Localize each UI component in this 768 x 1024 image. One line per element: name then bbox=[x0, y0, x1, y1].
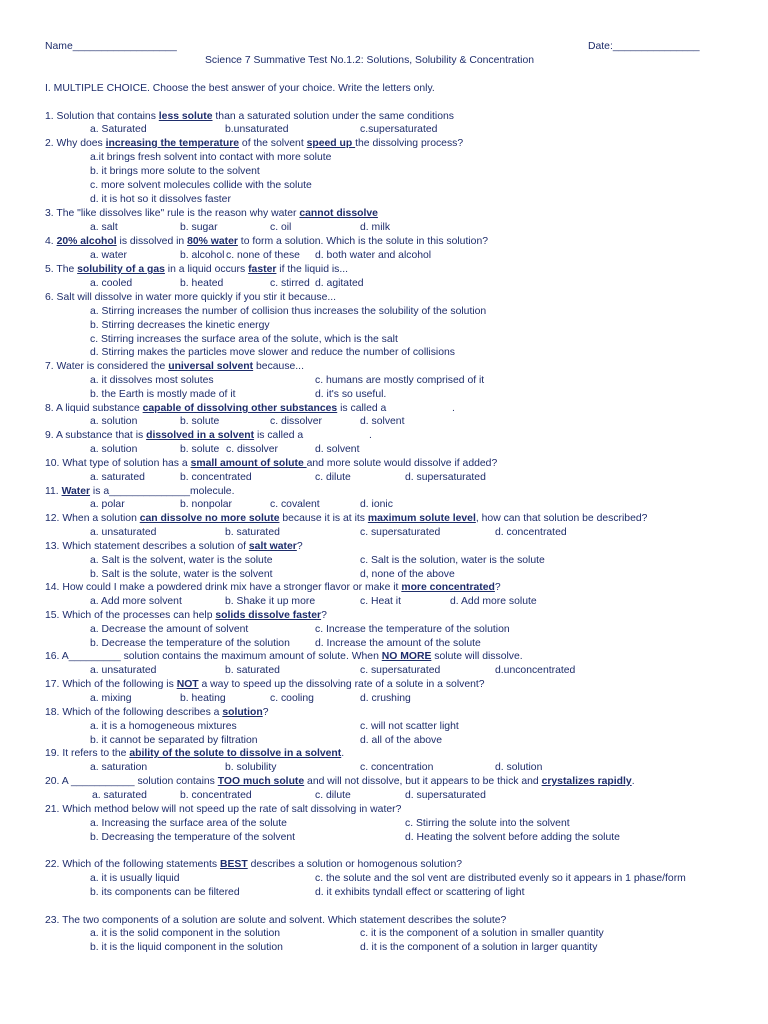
q5-emphasis-2: faster bbox=[248, 264, 277, 275]
q5-stem-b: in a liquid occurs bbox=[164, 264, 249, 275]
question-6: 6. Salt will dissolve in water more quickly if you stir it because... bbox=[45, 292, 337, 303]
q19-choice-b: b. solubility bbox=[225, 762, 277, 773]
q9-period: . bbox=[369, 430, 372, 441]
q17-stem-a: 17. Which of the following is bbox=[45, 679, 177, 690]
q3-choice-b: b. sugar bbox=[180, 222, 218, 233]
q15-choice-c: c. Increase the temperature of the solution bbox=[315, 624, 510, 635]
q23-choice-c: c. it is the component of a solution in smaller quantity bbox=[360, 928, 604, 939]
q4-choice-c: c. none of these bbox=[226, 250, 300, 261]
q5-emphasis-1: solubility of a gas bbox=[77, 264, 165, 275]
q18-choice-c: c. will not scatter light bbox=[360, 721, 459, 732]
q18-choice-b: b. it cannot be separated by filtration bbox=[90, 735, 258, 746]
q3-stem-a: 3. The "like dissolves like" rule is the reason why water bbox=[45, 208, 300, 219]
q14-choice-b: b. Shake it up more bbox=[225, 596, 316, 607]
q10-stem-b: and more solute would dissolve if added? bbox=[306, 458, 498, 469]
q6-choice-b: b. Stirring decreases the kinetic energy bbox=[90, 320, 270, 331]
q2-choice-b: b. it brings more solute to the solvent bbox=[90, 166, 260, 177]
q15-choice-d: d. Increase the amount of the solute bbox=[315, 638, 481, 649]
q11-emphasis: Water bbox=[61, 486, 91, 497]
q5-choice-d: d. agitated bbox=[315, 278, 364, 289]
q19-choice-a: a. saturation bbox=[90, 762, 148, 773]
q4-choice-b: b. alcohol bbox=[180, 250, 225, 261]
q14-stem-b: ? bbox=[494, 582, 501, 593]
q15-choice-a: a. Decrease the amount of solvent bbox=[90, 624, 249, 635]
q4-choice-a: a. water bbox=[90, 250, 127, 261]
q9-stem-b: is called a bbox=[254, 430, 304, 441]
q2-stem-a: 2. Why does bbox=[45, 138, 106, 149]
q17-choice-d: d. crushing bbox=[360, 693, 411, 704]
q13-choice-d: d, none of the above bbox=[360, 569, 455, 580]
q8-emphasis: capable of dissolving other substances bbox=[142, 403, 338, 414]
question-2 bbox=[45, 137, 463, 150]
q4-choice-d: d. both water and alcohol bbox=[315, 250, 432, 261]
q20-emphasis-2: crystalizes rapidly bbox=[541, 776, 632, 787]
q23-choice-b: b. it is the liquid component in the solution bbox=[90, 942, 283, 953]
q4-stem-a: 4. bbox=[45, 236, 57, 247]
q21-choice-c: c. Stirring the solute into the solvent bbox=[405, 818, 570, 829]
question-20 bbox=[45, 775, 635, 788]
question-15 bbox=[45, 609, 327, 622]
q11-stem-b: is a______________molecule. bbox=[90, 486, 235, 497]
q1-choice-b: b.unsaturated bbox=[225, 124, 289, 135]
q6-choice-d: d. Stirring makes the particles move slower and reduce the number of collisions bbox=[90, 347, 455, 358]
q9-choice-d: d. solvent bbox=[315, 444, 360, 455]
q15-stem-a: 15. Which of the processes can help bbox=[45, 610, 216, 621]
q21-choice-a: a. Increasing the surface area of the solute bbox=[90, 818, 287, 829]
q13-stem-a: 13. Which statement describes a solution of bbox=[45, 541, 249, 552]
q8-choice-b: b. solute bbox=[180, 416, 220, 427]
q12-stem-a: 12. When a solution bbox=[45, 513, 140, 524]
q8-choice-c: c. dissolver bbox=[270, 416, 322, 427]
q3-choice-c: c. oil bbox=[270, 222, 292, 233]
question-13 bbox=[45, 540, 303, 553]
q13-stem-b: ? bbox=[296, 541, 303, 552]
q11-choice-c: c. covalent bbox=[270, 499, 320, 510]
q18-stem-b: ? bbox=[262, 707, 269, 718]
q20-stem-b: and will not dissolve, but it appears to be thick and bbox=[304, 776, 542, 787]
q12-stem-c: , how can that solution be described? bbox=[475, 513, 648, 524]
q1-stem-b: than a saturated solution under the same conditions bbox=[212, 111, 454, 122]
q2-choice-a: a.it brings fresh solvent into contact with more solute bbox=[90, 152, 332, 163]
q11-choice-a: a. polar bbox=[90, 499, 125, 510]
q2-emphasis-1: increasing the temperature bbox=[105, 138, 240, 149]
q20-choice-c: c. dilute bbox=[315, 790, 351, 801]
q14-stem-a: 14. How could I make a powdered drink mix have a stronger flavor or make it bbox=[45, 582, 402, 593]
q7-choice-b: b. the Earth is mostly made of it bbox=[90, 389, 236, 400]
q16-choice-b: b. saturated bbox=[225, 665, 280, 676]
q5-choice-a: a. cooled bbox=[90, 278, 133, 289]
q14-emphasis: more concentrated bbox=[401, 582, 495, 593]
q22-stem-b: describes a solution or homogenous solution? bbox=[247, 859, 463, 870]
q16-stem-b: solute will dissolve. bbox=[431, 651, 523, 662]
q15-stem-b: ? bbox=[321, 610, 327, 621]
q12-choice-d: d. concentrated bbox=[495, 527, 567, 538]
q7-choice-c: c. humans are mostly comprised of it bbox=[315, 375, 485, 386]
date-field-label: Date:_______________ bbox=[588, 41, 700, 52]
q7-stem-b: because... bbox=[253, 361, 304, 372]
q18-stem-a: 18. Which of the following describes a bbox=[45, 707, 223, 718]
q19-choice-d: d. solution bbox=[495, 762, 543, 773]
q19-stem-b: . bbox=[341, 748, 345, 759]
q6-choice-c: c. Stirring increases the surface area of the solute, which is the salt bbox=[90, 334, 398, 345]
q7-stem-a: 7. Water is considered the bbox=[45, 361, 169, 372]
q10-choice-d: d. supersaturated bbox=[405, 472, 486, 483]
q6-choice-a: a. Stirring increases the number of collision thus increases the solubility of the solution bbox=[90, 306, 487, 317]
q3-emphasis: cannot dissolve bbox=[299, 208, 378, 219]
q17-stem-b: a way to speed up the dissolving rate of a solute in a solvent? bbox=[198, 679, 485, 690]
q19-stem-a: 19. It refers to the bbox=[45, 748, 130, 759]
q10-choice-b: b. concentrated bbox=[180, 472, 252, 483]
q20-choice-a: a. saturated bbox=[92, 790, 147, 801]
q18-emphasis: solution bbox=[222, 707, 263, 718]
question-8 bbox=[45, 402, 386, 415]
q9-choice-a: a. solution bbox=[90, 444, 138, 455]
question-22 bbox=[45, 858, 462, 871]
question-23: 23. The two components of a solution are solute and solvent. Which statement describes the solute? bbox=[45, 915, 507, 926]
q20-choice-d: d. supersaturated bbox=[405, 790, 486, 801]
q11-stem-a: 11. bbox=[45, 486, 62, 497]
q4-emphasis-1: 20% alcohol bbox=[56, 236, 117, 247]
q8-stem-a: 8. A liquid substance bbox=[45, 403, 143, 414]
q17-choice-a: a. mixing bbox=[90, 693, 132, 704]
name-field-label: Name__________________ bbox=[45, 41, 177, 52]
q4-emphasis-2: 80% water bbox=[187, 236, 238, 247]
q13-choice-b: b. Salt is the solute, water is the solvent bbox=[90, 569, 273, 580]
q10-stem-a: 10. What type of solution has a bbox=[45, 458, 191, 469]
q2-emphasis-2: speed up bbox=[306, 138, 356, 149]
question-12 bbox=[45, 512, 647, 525]
q22-choice-d: d. it exhibits tyndall effect or scattering of light bbox=[315, 887, 525, 898]
q22-choice-c: c. the solute and the sol vent are distributed evenly so it appears in 1 phase/form bbox=[315, 873, 686, 884]
q16-stem-a: 16. A_________ solution contains the maximum amount of solute. When bbox=[45, 651, 382, 662]
q12-stem-b: because it is at its bbox=[279, 513, 368, 524]
question-1 bbox=[45, 110, 454, 123]
q16-emphasis: NO MORE bbox=[381, 651, 432, 662]
q12-choice-b: b. saturated bbox=[225, 527, 280, 538]
q9-stem-a: 9. A substance that is bbox=[45, 430, 147, 441]
q2-choice-d: d. it is hot so it dissolves faster bbox=[90, 194, 231, 205]
q1-stem-a: 1. Solution that contains bbox=[45, 111, 159, 122]
q4-stem-b: is dissolved in bbox=[116, 236, 188, 247]
question-14 bbox=[45, 581, 501, 594]
q17-emphasis: NOT bbox=[176, 679, 199, 690]
q10-choice-a: a. saturated bbox=[90, 472, 145, 483]
q5-choice-b: b. heated bbox=[180, 278, 224, 289]
q12-emphasis-1: can dissolve no more solute bbox=[139, 513, 280, 524]
q22-choice-a: a. it is usually liquid bbox=[90, 873, 180, 884]
q21-choice-b: b. Decreasing the temperature of the solvent bbox=[90, 832, 296, 843]
q13-emphasis: salt water bbox=[248, 541, 297, 552]
q22-stem-a: 22. Which of the following statements bbox=[45, 859, 220, 870]
q5-choice-c: c. stirred bbox=[270, 278, 310, 289]
question-19 bbox=[45, 747, 344, 760]
test-title: Science 7 Summative Test No.1.2: Solutions, Solubility & Concentration bbox=[205, 55, 535, 66]
q11-choice-d: d. ionic bbox=[360, 499, 393, 510]
q2-choice-c: c. more solvent molecules collide with the solute bbox=[90, 180, 312, 191]
q2-stem-b: of the solvent bbox=[239, 138, 307, 149]
question-18 bbox=[45, 706, 269, 719]
q16-choice-a: a. unsaturated bbox=[90, 665, 157, 676]
q5-stem-a: 5. The bbox=[45, 264, 78, 275]
q4-stem-c: to form a solution. Which is the solute in this solution? bbox=[237, 236, 488, 247]
q3-choice-d: d. milk bbox=[360, 222, 391, 233]
q1-choice-c: c.supersaturated bbox=[360, 124, 438, 135]
q23-choice-a: a. it is the solid component in the solution bbox=[90, 928, 281, 939]
q18-choice-a: a. it is a homogeneous mixtures bbox=[90, 721, 237, 732]
q17-choice-b: b. heating bbox=[180, 693, 226, 704]
question-9 bbox=[45, 429, 303, 442]
instructions: I. MULTIPLE CHOICE. Choose the best answer of your choice. Write the letters only. bbox=[45, 83, 435, 94]
q21-choice-d: d. Heating the solvent before adding the solute bbox=[405, 832, 620, 843]
q20-emphasis-1: TOO much solute bbox=[217, 776, 305, 787]
q14-choice-c: c. Heat it bbox=[360, 596, 401, 607]
q11-choice-b: b. nonpolar bbox=[180, 499, 232, 510]
q12-emphasis-2: maximum solute level bbox=[367, 513, 476, 524]
q8-choice-d: d. solvent bbox=[360, 416, 405, 427]
q19-emphasis: ability of the solute to dissolve in a solvent bbox=[129, 748, 342, 759]
question-17 bbox=[45, 678, 485, 691]
q13-choice-a: a. Salt is the solvent, water is the solute bbox=[90, 555, 273, 566]
q9-choice-b: b. solute bbox=[180, 444, 220, 455]
q7-choice-d: d. it's so useful. bbox=[315, 389, 387, 400]
q5-stem-c: if the liquid is... bbox=[276, 264, 349, 275]
q20-stem-c: . bbox=[631, 776, 635, 787]
question-5 bbox=[45, 263, 348, 276]
q19-choice-c: c. concentration bbox=[360, 762, 434, 773]
q2-stem-c: the dissolving process? bbox=[355, 138, 464, 149]
question-10 bbox=[45, 457, 497, 470]
q15-emphasis: solids dissolve faster bbox=[215, 610, 322, 621]
question-16 bbox=[45, 650, 523, 663]
q15-choice-b: b. Decrease the temperature of the solution bbox=[90, 638, 290, 649]
q3-choice-a: a. salt bbox=[90, 222, 118, 233]
question-21: 21. Which method below will not speed up the rate of salt dissolving in water? bbox=[45, 804, 402, 815]
q10-emphasis: small amount of solute bbox=[190, 458, 307, 469]
q16-choice-d: d.unconcentrated bbox=[495, 665, 576, 676]
q8-choice-a: a. solution bbox=[90, 416, 138, 427]
q7-emphasis: universal solvent bbox=[168, 361, 254, 372]
q17-choice-c: c. cooling bbox=[270, 693, 314, 704]
q20-stem-a: 20. A ___________ solution contains bbox=[45, 776, 218, 787]
q16-choice-c: c. supersaturated bbox=[360, 665, 441, 676]
q1-emphasis: less solute bbox=[158, 111, 213, 122]
q8-stem-b: is called a bbox=[337, 403, 387, 414]
q10-choice-c: c. dilute bbox=[315, 472, 351, 483]
question-4 bbox=[45, 235, 488, 248]
q14-choice-a: a. Add more solvent bbox=[90, 596, 182, 607]
q9-emphasis: dissolved in a solvent bbox=[146, 430, 255, 441]
q9-choice-c: c. dissolver bbox=[226, 444, 278, 455]
q13-choice-c: c. Salt is the solution, water is the solute bbox=[360, 555, 545, 566]
q14-choice-d: d. Add more solute bbox=[450, 596, 537, 607]
q8-period: . bbox=[452, 403, 455, 414]
q18-choice-d: d. all of the above bbox=[360, 735, 443, 746]
q12-choice-c: c. supersaturated bbox=[360, 527, 441, 538]
q22-emphasis: BEST bbox=[220, 859, 248, 870]
q7-choice-a: a. it dissolves most solutes bbox=[90, 375, 214, 386]
question-7 bbox=[45, 360, 304, 373]
q23-choice-d: d. it is the component of a solution in larger quantity bbox=[360, 942, 598, 953]
q20-choice-b: b. concentrated bbox=[180, 790, 252, 801]
question-11 bbox=[45, 485, 234, 498]
q12-choice-a: a. unsaturated bbox=[90, 527, 157, 538]
q22-choice-b: b. its components can be filtered bbox=[90, 887, 240, 898]
question-3 bbox=[45, 207, 378, 220]
q1-choice-a: a. Saturated bbox=[90, 124, 147, 135]
